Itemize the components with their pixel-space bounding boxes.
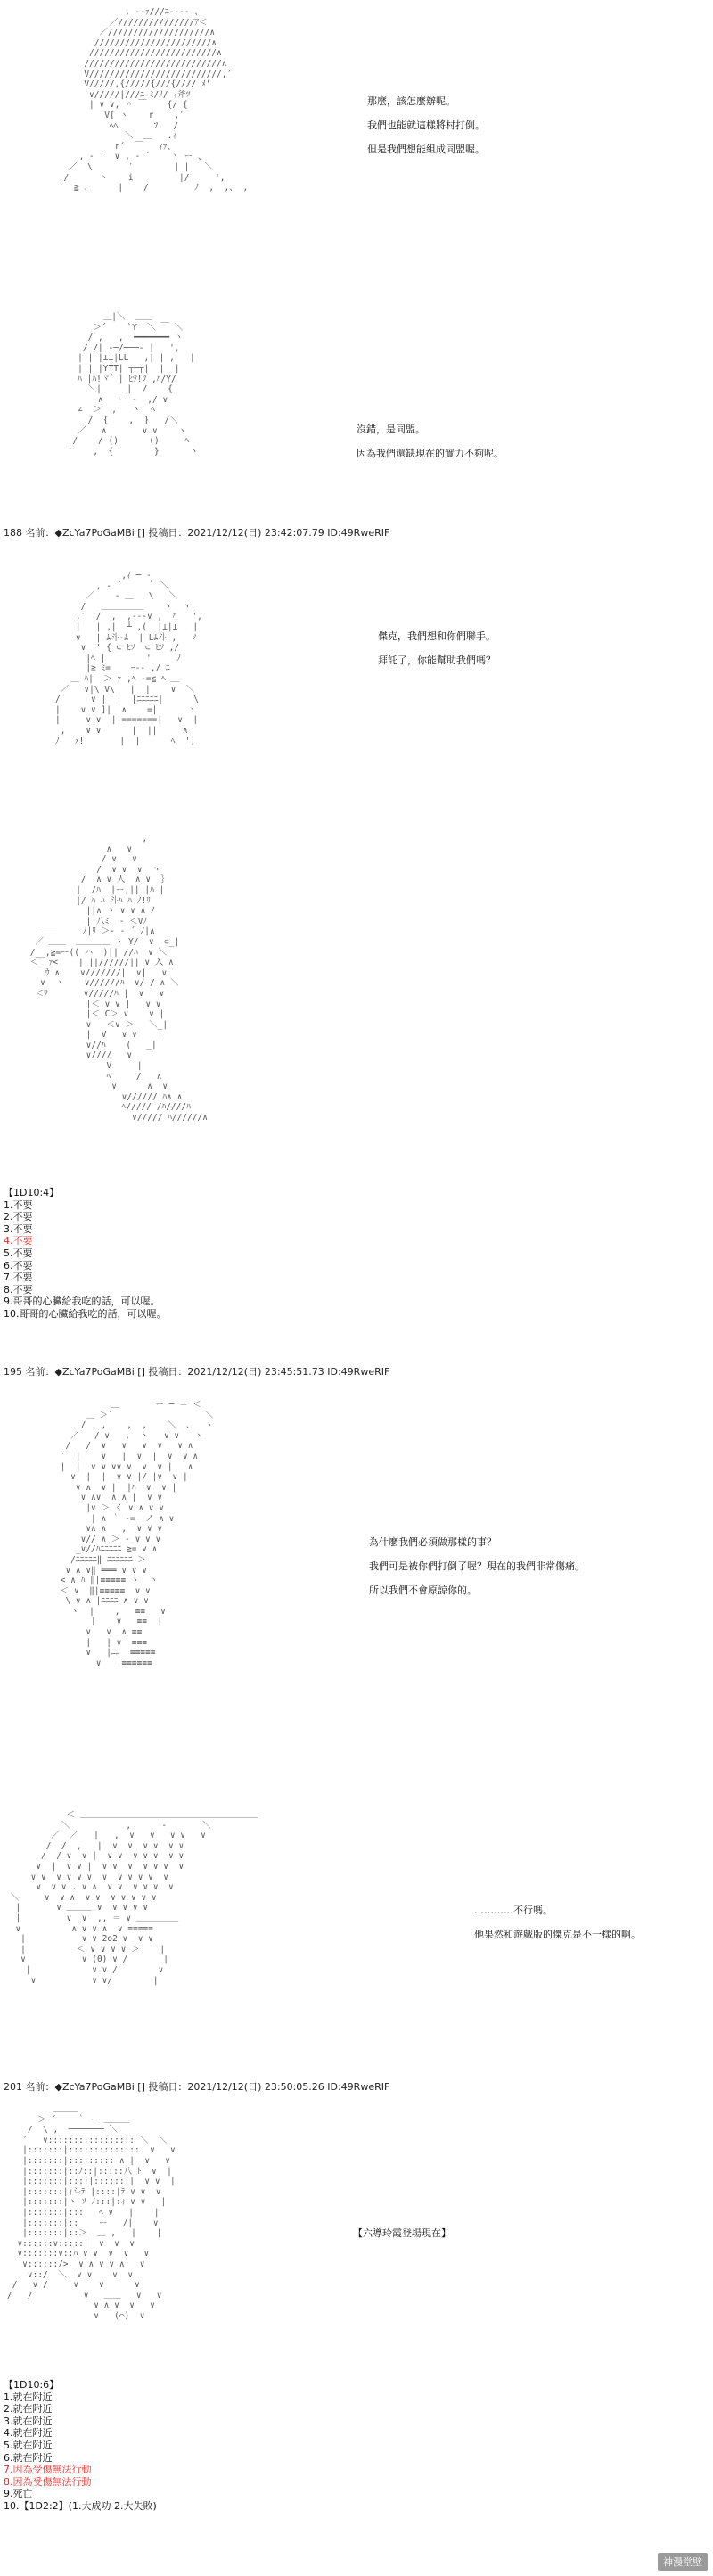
ascii-art-character: ＿ ー ─ ＝ ＜ ＿ ＞´ ＼ / , , , ＼ 、 ヽ ／ / ∨ , ヽ ∨ ∨ ヽ / / ∨ ∨ ∨ ∨ ∨ ∧ ′ | ∨ | ∨ | ∨ ∨ ∧ | | ∨ ∨ ∨∨ ∨ ∨ ∨ | ∧ ∨ | | ∨ ∨ |/ |∨ ∨ | ∨ ∧ ∨ | |ﾊ ∨ ∨ | ∨ ∧∨ ∧ ∧ | ∨ ∨ |∨ ＞ く ∨ ∧ ∨ ∨ | ∧ ｀ -= ノ ∧ ∨ ∨∧ ∧ , ∨ ∨ ∨ ∨// ∧ ＞ ‐ ∨ ∨ ∨ _∨//ﾊﾆﾆﾆﾆﾆ ≧= ∨ ∧ /ﾆﾆﾆﾆﾆ‖ ﾆﾆﾆﾆﾆﾆ ＞ ∨ ∧ ∨‖ ═══ ∨ ∨ ∨ < ∧ ﾊ ‖|≡≡≡≡≡ ヽ ヽ ＜ ∨ ‖|≡≡≡≡≡ ∨ ∨ \ ∨ ∧ |ﾆﾆﾆﾆ ∧ ∨ ∨ ヽ | , ≡≡ ∨ | ∨ ≡≡ | ∨ ∨ ∧ ≡≡ | | ∨ ≡≡≡ ∨ |ﾆﾆ ≡≡≡≡≡ ∨ |≡≡≡≡≡≡ [60,1400,214,1668]
dice-option: 6.就在附近 [4,2451,53,2464]
dice-option: 4.就在附近 [4,2427,53,2440]
dialogue-box [353,2226,451,2251]
ascii-art-character: ,ｨ ─ ‐ , ‐ ´ ｀ ＼ ／ ‐ ＿ \ ＼ / ＿＿＿＿＿ ヽ ヽ ,′ / , ,‐‐‐∨ , ﾊ ', | | ,| ┴ ,( |⊥|⊥ | ∨ | ﾑ斗‐ﾑ | Lﾑ斗 , ｿ ∨ ' { ⊂ ﾋｿ ⊂ ﾋｿ ,/ |ﾍ | ' ﾉ |≧ ﾐ= ｰ‐‐ ,/ ﾆ ＿ ﾊ| ＞ ｧ ,ﾍ ‐=≦ ﾍ ＿ ／ ∨|\ V\ | | ∨ ＼ / ∨ | | |ﾆﾆﾆﾆﾆ| \ | ∨ ∨ ]| ∧ =| ヽ | ∨ ∨ ||=======| ∨ | , ∨ ∨ | || ∧ ﾉ ﾒ! | | ﾍ ', [55,571,202,746]
dice-result-block [4,2379,157,2513]
dialogue-line: 傑克，我們想和你們聯手。 [378,630,496,642]
dialogue-line: 我們也能就這樣將村打倒。 [367,119,485,131]
dialogue-line: 沒錯，是同盟。 [356,424,425,435]
ascii-art-character: , -‐ｧ///ﾆ---‐ 、 ／///////////////ｱ＜ ／////////////////////∧ ///////////////////////∧ /////////////////////////∧ ///////////////////////////∧ V//////////////////////////,′ V/////,{/////{///{//// ﾒ' ∨/////|///ﾆ―ﾐ/ﾉ/ ｨ斧ﾂ | ∨ ∨, ＾ ￣ {/ { V{ ヽ r ,′ ﾍﾍ ﾌ / ＼ ＿ .ｨ r´ ￣ ｨｧ、 , ‐ ´ ∨ , ‐ ´ ヽ ー 、 ／ \ ′ | | ＼ / ヽ i |/ ', ′ ≧ 、 | / ﾉ , ,、 , [58,7,249,193]
dice-option-selected: 4.不要 [4,1235,33,1247]
dice-option: 3.就在附近 [4,2415,53,2427]
dice-title: 【1D10:6】 [4,2379,60,2391]
dice-option: 10.【1D2:2】(1.大成功 2.大失敗) [4,2499,157,2512]
ascii-art-character: , ∧ ∨ / ∨ ∨ / ∨ ∨ ∨ ヽ / ∧ ∨ 人 ∧ ∨ ｝ | /ﾊ |ー,|| |ﾊ | |/ ﾊ ﾊ 斗ﾊ ﾊ ﾉ!ﾘ ||∧ ヽ ∨ ∨ ∧ ﾉ | 八ﾐ ‐ ＜Vﾉ ＿＿ ﾉ|ﾘ ＞‐ - ´ ﾉ|∧ ／ ＿＿ ＿＿＿＿ ヽ Y/ ∨ ⊂_| /__,≧=ー(( ハ )|| //ﾊ ∨ ＼ ＜ ｧ< | ||//////|| ∨ 入 ∧ ｳ ∧ ∨///////| ∨| ∨ ∨ ヽ ∨//////ﾊ ∨/ / ∧ ＼ ＜ｦ ∨/////ﾊ | ∨ ∨ |＜ ∨ ∨ | ∨ ∨ |＜ C＞ ∨ ∨ | ∨ ＜∨ ＞ ＼_| | V ∨ ∨ | ∨//ﾊ ( _| ∨//// ∨ V | ﾍ / ∧ ∨ ∧ ∨ ∨////// ﾊ∧ ∧ ﾍ///// /ﾊ////ﾊ ∨///// ﾊ//////∧ [29,834,208,1123]
dice-option: 8.不要 [4,1283,33,1296]
dice-option-selected: 8.因為受傷無法行動 [4,2475,92,2488]
watermark-badge: 神漫堂壁 [658,2553,708,2571]
dialogue-box [474,1904,641,1952]
dice-option: 5.不要 [4,1247,33,1259]
dice-title: 【1D10:4】 [4,1187,60,1198]
dialogue-box [367,95,485,167]
dialogue-line: 我們可是被你們打倒了喔？現在的我們非常傷痛。 [369,1560,585,1572]
dialogue-line: 【六導玲霞登場現在】 [353,2227,451,2239]
dialogue-line: 所以我們不會原諒你的。 [369,1584,477,1596]
dice-result-block [4,1187,167,1321]
dice-option: 5.就在附近 [4,2439,53,2451]
dialogue-box [378,630,496,678]
post-header: 201 名前：◆ZcYa7PoGaMBi [] 投稿日：2021/12/12(日) 23:50:05.26 ID:49RweRIF [4,2081,390,2093]
ascii-art-character: ＿＿＿ ＞ ´ ｀ ー ＿＿＿ / \ , ─────── ＼ ′ ∨::::::::::::::::: ＼ ＼ |:::::::|:::::::::::::: ∨ ∨ |:::::::|::::::::: ∧ | ∨ ∨ |:::::::|::ﾉ::|:::::八 ﾄ ∨ | |:::::::|::::|:::::::| ∨ ∨ | |:::::::|ｨ斗ﾃ |::::|ﾃ ∨ ∨ ∨ |:::::::|ヽ ｿ ﾉ:::|:ｨ ∨ ∨ | |:::::::|::: ﾍ ∨ | | |:::::::|:: ー /| ∨ |:::::::|::＞ ＿ , | | ∨::::::∨:::::| ∨ ∨ ∨ ∨:::::::∨::ﾊ ∨ ∨ ∨ ∨ ∨ ∨::::::/> ∨ ∧ ∨ ∨ ∧ ∨ ∨::/ ＼ ∨ ∨ ∨ ∨ / ∨ / ∨ ∨ ∨ / / ∨ ＿＿ ∨ ∨ ∨ ∧ ∨ ∨ ∨ ∨ (⌒) ∨ [7,2104,176,2321]
dice-option: 1.不要 [4,1198,33,1211]
dice-option: 9.哥哥的心臟給我吃的話，可以喔。 [4,1296,160,1308]
dice-option: 1.就在附近 [4,2391,53,2403]
dice-option-selected: 7.因為受傷無法行動 [4,2464,92,2476]
post-header: 195 名前：◆ZcYa7PoGaMBi [] 投稿日：2021/12/12(日) 23:45:51.73 ID:49RweRIF [4,1366,390,1378]
ascii-art-character: ＜ ＿＿＿＿＿＿＿＿＿＿＿＿＿＿＿＿＿＿＿＿＿ ＼ , ‐ ＼ ／ ／ | , ∨ ∨ ∨ ∨ ∨ / / , | ∨ ∨ ∨ ∨ ∨ ∨ / / ∨ ∨ | ∨ ∨ ∨ ∨ ∨ ∨ ∨ ∨ | ∨ ∨ | ∨ ∨ ∨ ∨ ∨ ∨ ∨ ∨ ∨ ∨ ∨ ∨ ∨ ∨ ∨ ∨ ∨ ∨ ∨ ∨ ∨ ∨ . ∨ ∧ ∨ ∨ ∨ ∨ ∨ ∨ ＼ ∨ ∨ ∧ ∨ ∨ ∨ ∨ ∨ ∨ ∨ | ∨ ＿＿＿ ∨ ∨ ∨ ∨ ∨ | ∨ ∨ ,, ＝ ∨ ＿＿＿＿＿ ∨ ∧ ∨ ∨ ∧ ∨ ≡≡≡≡≡ | ∨ ∨ 2o2 ∨ ∨ ∨ | ＜ ∨ ∨ ∨ ∨ ＞ | ∨ ∨ (0) ∨ / | | ∨ ∨ / ∨ ∨ ∨ ∨/ | [10,1810,258,1986]
dice-option: 6.不要 [4,1259,33,1272]
dice-option: 3.不要 [4,1222,33,1235]
dice-option: 2.不要 [4,1211,33,1223]
dialogue-line: 因為我們還缺現在的實力不夠呢。 [356,448,504,459]
ascii-art-character: ＿|＼ ＿＿ ＞´ `Y ＼ ￣ ＼ / , , ━━━━━━━ ヽ / /| ‐─/───‐ | ', | | |⊥⊥|LL ,| | , | | | |YTT| ┬─┬| | | ﾊ |ﾊ!ヾ゛| ﾋﾂ!ﾌ ,ﾊ/Y/ ＼| | / { ∧ ー ‐ ,/ ∨ ∠ ＞ , ヽ ﾍ / { , } /＼ ／ ∧ ∨ ∨ ヽ / / () () ﾍ ′ , { } ヽ [67,312,199,457]
post-header: 188 名前：◆ZcYa7PoGaMBi [] 投稿日：2021/12/12(日) 23:42:07.79 ID:49RweRIF [4,527,390,539]
dice-option: 9.死亡 [4,2488,33,2500]
dice-option: 10.哥哥的心臟給我吃的話，可以喔。 [4,1307,167,1320]
dice-option: 7.不要 [4,1272,33,1284]
dice-option: 2.就在附近 [4,2403,53,2416]
dialogue-line: 但是我們想能組成同盟喔。 [367,144,485,155]
dialogue-line: 拜託了，你能幫助我們嗎？ [378,654,496,666]
dialogue-line: 那麼，該怎麼辦呢。 [367,95,455,107]
dialogue-line: 他果然和遊戲版的傑克是不一樣的啊。 [474,1929,641,1940]
dialogue-box [369,1535,585,1608]
dialogue-line: …………不行嗎。 [474,1905,553,1916]
dialogue-line: 為什麼我們必須做那樣的事？ [369,1536,496,1548]
dialogue-box [356,423,504,471]
